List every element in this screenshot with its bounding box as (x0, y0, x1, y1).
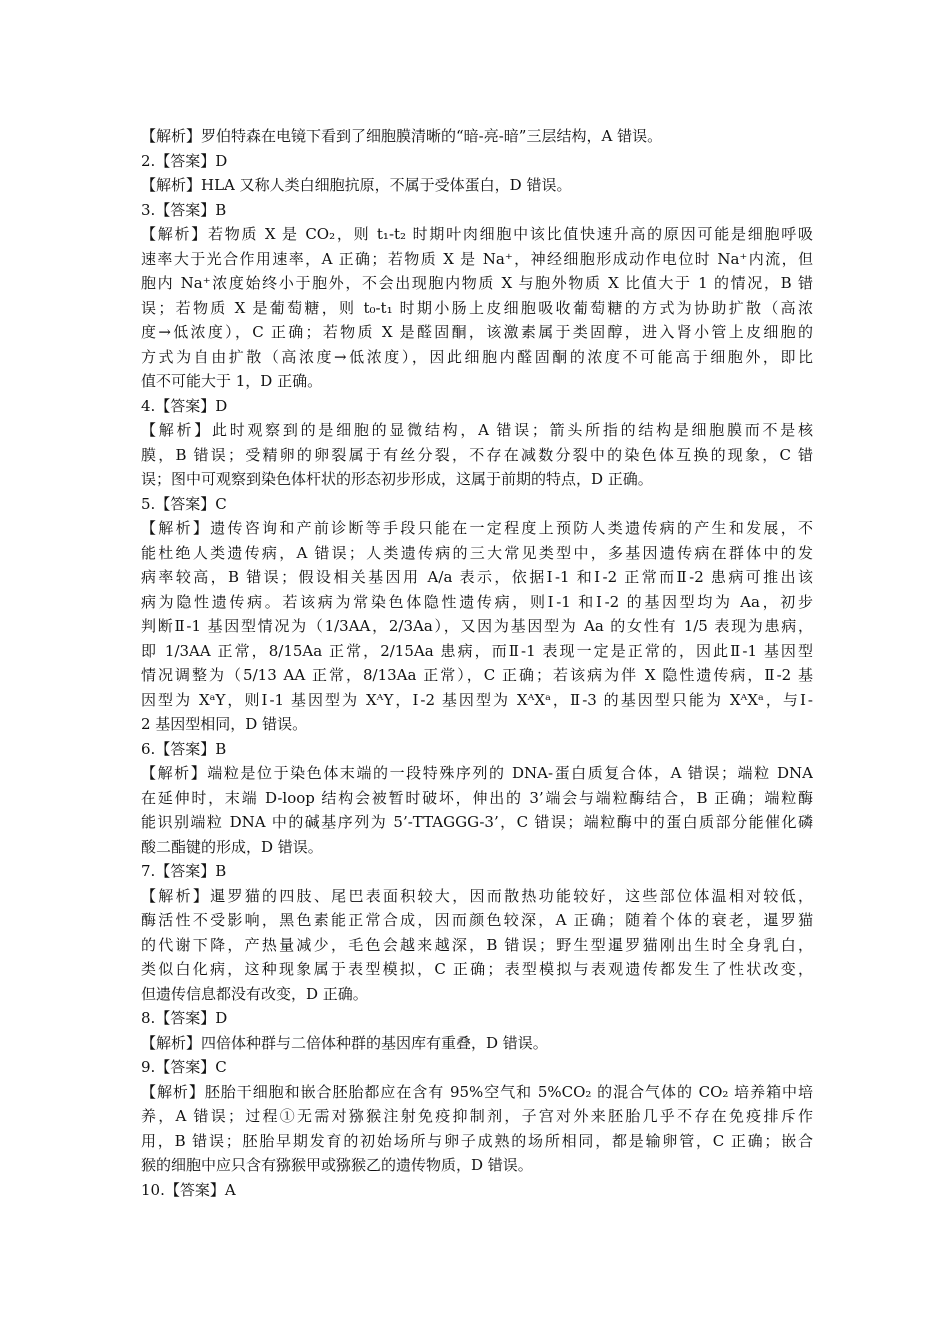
text-line: 用，B 错误；胚胎早期发育的初始场所与卵子成熟的场所相同，都是输卵管，C 正确；嵌合 (141, 1131, 813, 1150)
text-line: 方式为自由扩散（高浓度→低浓度），因此细胞内醛固酮的浓度不可能高于细胞外，即比 (141, 347, 813, 366)
text-line: 在延伸时，末端 D-loop 结构会被暂时破坏，伸出的 3’端会与端粒酶结合，B 正确；端粒酶 (141, 788, 813, 807)
text-line: 4.【答案】D (141, 396, 228, 415)
text-line: 【解析】暹罗猫的四肢、尾巴表面积较大，因而散热功能较好，这些部位体温相对较低， (141, 886, 813, 905)
text-line: 误；若物质 X 是葡萄糖，则 t₀-t₁ 时期小肠上皮细胞吸收葡萄糖的方式为协助扩散（高浓 (141, 298, 813, 317)
text-line: 【解析】罗伯特森在电镜下看到了细胞膜清晰的“暗-亮-暗”三层结构，A 错误。 (141, 127, 663, 145)
text-line: 因型为 XᵃY，则Ⅰ-1 基因型为 XᴬY，Ⅰ-2 基因型为 XᴬXᵃ，Ⅱ-3 的基因型只能为 XᴬXᵃ，与Ⅰ- (141, 690, 813, 709)
text-line: 病率较高，B 错误；假设相关基因用 A/a 表示，依据Ⅰ-1 和Ⅰ-2 正常而Ⅱ-2 患病可推出该 (141, 568, 813, 586)
text-line: 膜，B 错误；受精卵的卵裂属于有丝分裂，不存在减数分裂中的染色体互换的现象，C 错 (141, 445, 813, 464)
text-line: 养，A 错误；过程①无需对猕猴注射免疫抑制剂，子宫对外来胚胎几乎不存在免疫排斥作 (141, 1107, 813, 1125)
text-line: 酶活性不受影响，黑色素能正常合成，因而颜色较深，A 正确；随着个体的衰老，暹罗猫 (141, 911, 813, 929)
text-line: 判断Ⅱ-1 基因型情况为（1/3AA，2/3Aa），又因为基因型为 Aa 的女性有 1/5 表现为患病， (141, 617, 813, 635)
text-line: 但遗传信息都没有改变，D 正确。 (141, 984, 368, 1003)
text-line: 病为隐性遗传病。若该病为常染色体隐性遗传病，则Ⅰ-1 和Ⅰ-2 的基因型均为 Aa，初步 (141, 592, 813, 611)
text-line: 2.【答案】D (141, 151, 228, 170)
text-line: 酸二酯键的形成，D 错误。 (141, 837, 323, 856)
text-line: 5.【答案】C (141, 494, 227, 513)
document-page (141, 124, 813, 1202)
text-line: 值不可能大于 1，D 正确。 (141, 372, 323, 390)
text-line: 3.【答案】B (141, 200, 227, 219)
text-line: 类似白化病，这种现象属于表型模拟，C 正确；表型模拟与表观遗传都发生了性状改变， (141, 960, 813, 978)
text-line: 误；图中可观察到染色体杆状的形态初步形成，这属于前期的特点，D 正确。 (141, 470, 653, 488)
text-line: 【解析】遗传咨询和产前诊断等手段只能在一定程度上预防人类遗传病的产生和发展，不 (141, 519, 813, 537)
text-line: 度→低浓度），C 正确；若物质 X 是醛固酮，该激素属于类固醇，进入肾小管上皮细胞的 (141, 323, 813, 341)
text-line: 情况调整为（5/13 AA 正常，8/13Aa 正常），C 正确；若该病为伴 X 隐性遗传病，Ⅱ-2 基 (141, 666, 813, 684)
text-line: 10.【答案】A (141, 1180, 236, 1199)
text-line: 【解析】端粒是位于染色体末端的一段特殊序列的 DNA-蛋白质复合体，A 错误；端粒 DNA (141, 764, 813, 782)
text-line: 【解析】此时观察到的是细胞的显微结构，A 错误；箭头所指的结构是细胞膜而不是核 (141, 421, 813, 439)
text-line: 【解析】四倍体种群与二倍体种群的基因库有重叠，D 错误。 (141, 1033, 548, 1052)
text-line: 2 基因型相同，D 错误。 (141, 715, 308, 733)
text-line: 7.【答案】B (141, 862, 227, 880)
text-line: 胞内 Na⁺浓度始终小于胞外，不会出现胞内物质 X 与胞外物质 X 比值大于 1 的情况，B 错 (141, 274, 813, 292)
text-line: 速率大于光合作用速率，A 正确；若物质 X 是 Na⁺，神经细胞形成动作电位时 Na⁺内流，但 (141, 249, 813, 268)
text-line: 能杜绝人类遗传病，A 错误；人类遗传病的三大常见类型中，多基因遗传病在群体中的发 (141, 543, 813, 562)
text-line: 9.【答案】C (141, 1058, 227, 1076)
text-line: 【解析】胚胎干细胞和嵌合胚胎都应在含有 95%空气和 5%CO₂ 的混合气体的 CO₂ 培养箱中培 (141, 1082, 813, 1101)
text-line: 猴的细胞中应只含有猕猴甲或猕猴乙的遗传物质，D 错误。 (141, 1156, 533, 1174)
text-line: 【解析】HLA 又称人类白细胞抗原，不属于受体蛋白，D 错误。 (141, 176, 572, 194)
text-line: 8.【答案】D (141, 1009, 228, 1027)
text-line: 6.【答案】B (141, 739, 227, 758)
text-line: 即 1/3AA 正常，8/15Aa 正常，2/15Aa 患病，而Ⅱ-1 表现一定是正常的，因此Ⅱ-1 基因型 (141, 641, 813, 660)
text-line: 的代谢下降，产热量减少，毛色会越来越深，B 错误；野生型暹罗猫刚出生时全身乳白， (141, 935, 813, 954)
text-line: 【解析】若物质 X 是 CO₂，则 t₁-t₂ 时期叶肉细胞中该比值快速升高的原因可能是细胞呼吸 (141, 225, 813, 243)
text-line: 能识别端粒 DNA 中的碱基序列为 5’-TTAGGG-3’，C 错误；端粒酶中的蛋白质部分能催化磷 (141, 813, 813, 831)
